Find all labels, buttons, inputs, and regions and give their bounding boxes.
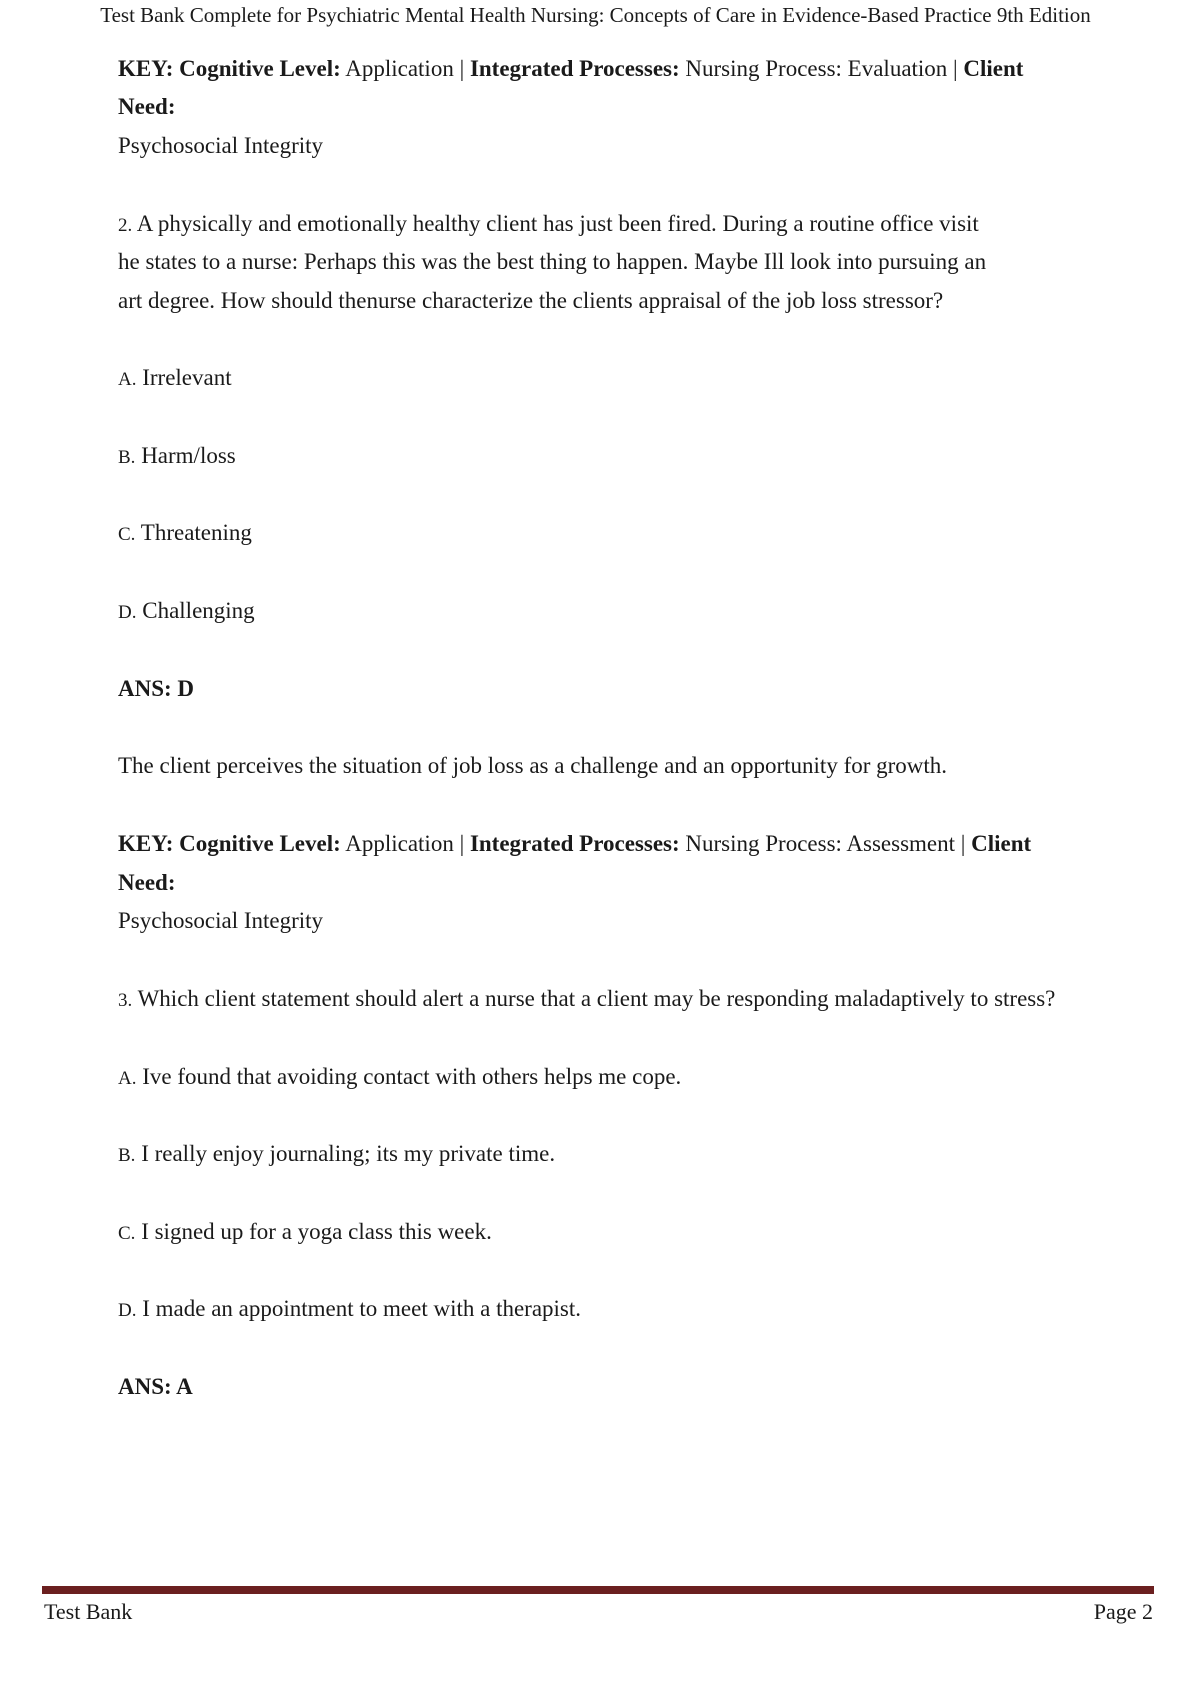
option-text: Harm/loss [141,443,236,468]
q2-rationale: The client perceives the situation of job loss as a challenge and an opportunity for growth. [118,753,948,778]
cognitive-level-label: Cognitive Level: [179,56,341,81]
need-label: Need: [118,94,176,119]
q2-stem-line-2: he states to a nurse: Perhaps this was the best thing to happen. Maybe Ill look into pursuing an [118,249,987,274]
need-label: Need: [118,870,176,895]
q3-number: 3. [118,990,133,1011]
integrated-processes-value: Nursing Process: Evaluation | [685,56,958,81]
key-line-2 [118,829,1031,859]
key-label: KEY: [118,831,174,856]
q3-stem [118,984,1055,1016]
cognitive-level-label: Cognitive Level: [179,831,341,856]
need-label-line [118,92,175,122]
q3-stem-text: Which client statement should alert a nurse that a client may be responding maladaptively to stress? [137,986,1056,1011]
q3-option-c [118,1217,492,1249]
cognitive-level-value: Application | [345,831,465,856]
q3-option-b [118,1139,555,1171]
q3-answer [118,1372,193,1402]
integrated-processes-label: Integrated Processes: [469,56,680,81]
option-text: Irrelevant [142,365,232,390]
client-label: Client [971,831,1032,856]
q2-option-a [118,363,232,395]
option-letter: D. [118,602,137,623]
q2-stem-text-1: A physically and emotionally healthy client has just been fired. During a routine office visit [136,211,979,236]
option-letter: B. [118,447,136,468]
option-text: I made an appointment to meet with a therapist. [142,1296,582,1321]
page-header: Test Bank Complete for Psychiatric Mental Health Nursing: Concepts of Care in Evidence-Based Practice 9th Edition [100,3,1091,27]
need-value: Psychosocial Integrity [118,133,324,158]
q2-option-d [118,596,255,628]
option-letter: C. [118,1223,136,1244]
option-text: I really enjoy journaling; its my private time. [141,1141,556,1166]
key-label: KEY: [118,56,174,81]
option-text: Threatening [140,520,252,545]
option-letter: B. [118,1145,136,1166]
q3-option-d [118,1294,581,1326]
cognitive-level-value: Application | [345,56,465,81]
option-text: Ive found that avoiding contact with others helps me cope. [142,1064,682,1089]
q3-option-a [118,1062,681,1094]
option-text: I signed up for a yoga class this week. [141,1219,492,1244]
integrated-processes-label: Integrated Processes: [469,831,680,856]
q2-answer [118,674,194,704]
answer-text: ANS: A [118,1374,193,1399]
q2-option-b [118,441,236,473]
need-label-line [118,868,175,898]
q2-stem-line-3: art degree. How should thenurse characterize the clients appraisal of the job loss stressor? [118,288,944,313]
option-letter: A. [118,1068,137,1089]
q2-option-c [118,518,252,550]
page-number: Page 2 [1093,1599,1153,1624]
need-value: Psychosocial Integrity [118,908,324,933]
option-letter: C. [118,524,136,545]
option-letter: A. [118,369,137,390]
footer-divider [42,1586,1154,1594]
answer-text: ANS: D [118,676,195,701]
key-line-1 [118,54,1023,84]
option-text: Challenging [142,598,255,623]
option-letter: D. [118,1300,137,1321]
q2-number: 2. [118,215,133,236]
q2-stem-line-1 [118,209,979,241]
integrated-processes-value: Nursing Process: Assessment | [685,831,966,856]
client-label: Client [963,56,1024,81]
footer-label: Test Bank [44,1599,133,1624]
